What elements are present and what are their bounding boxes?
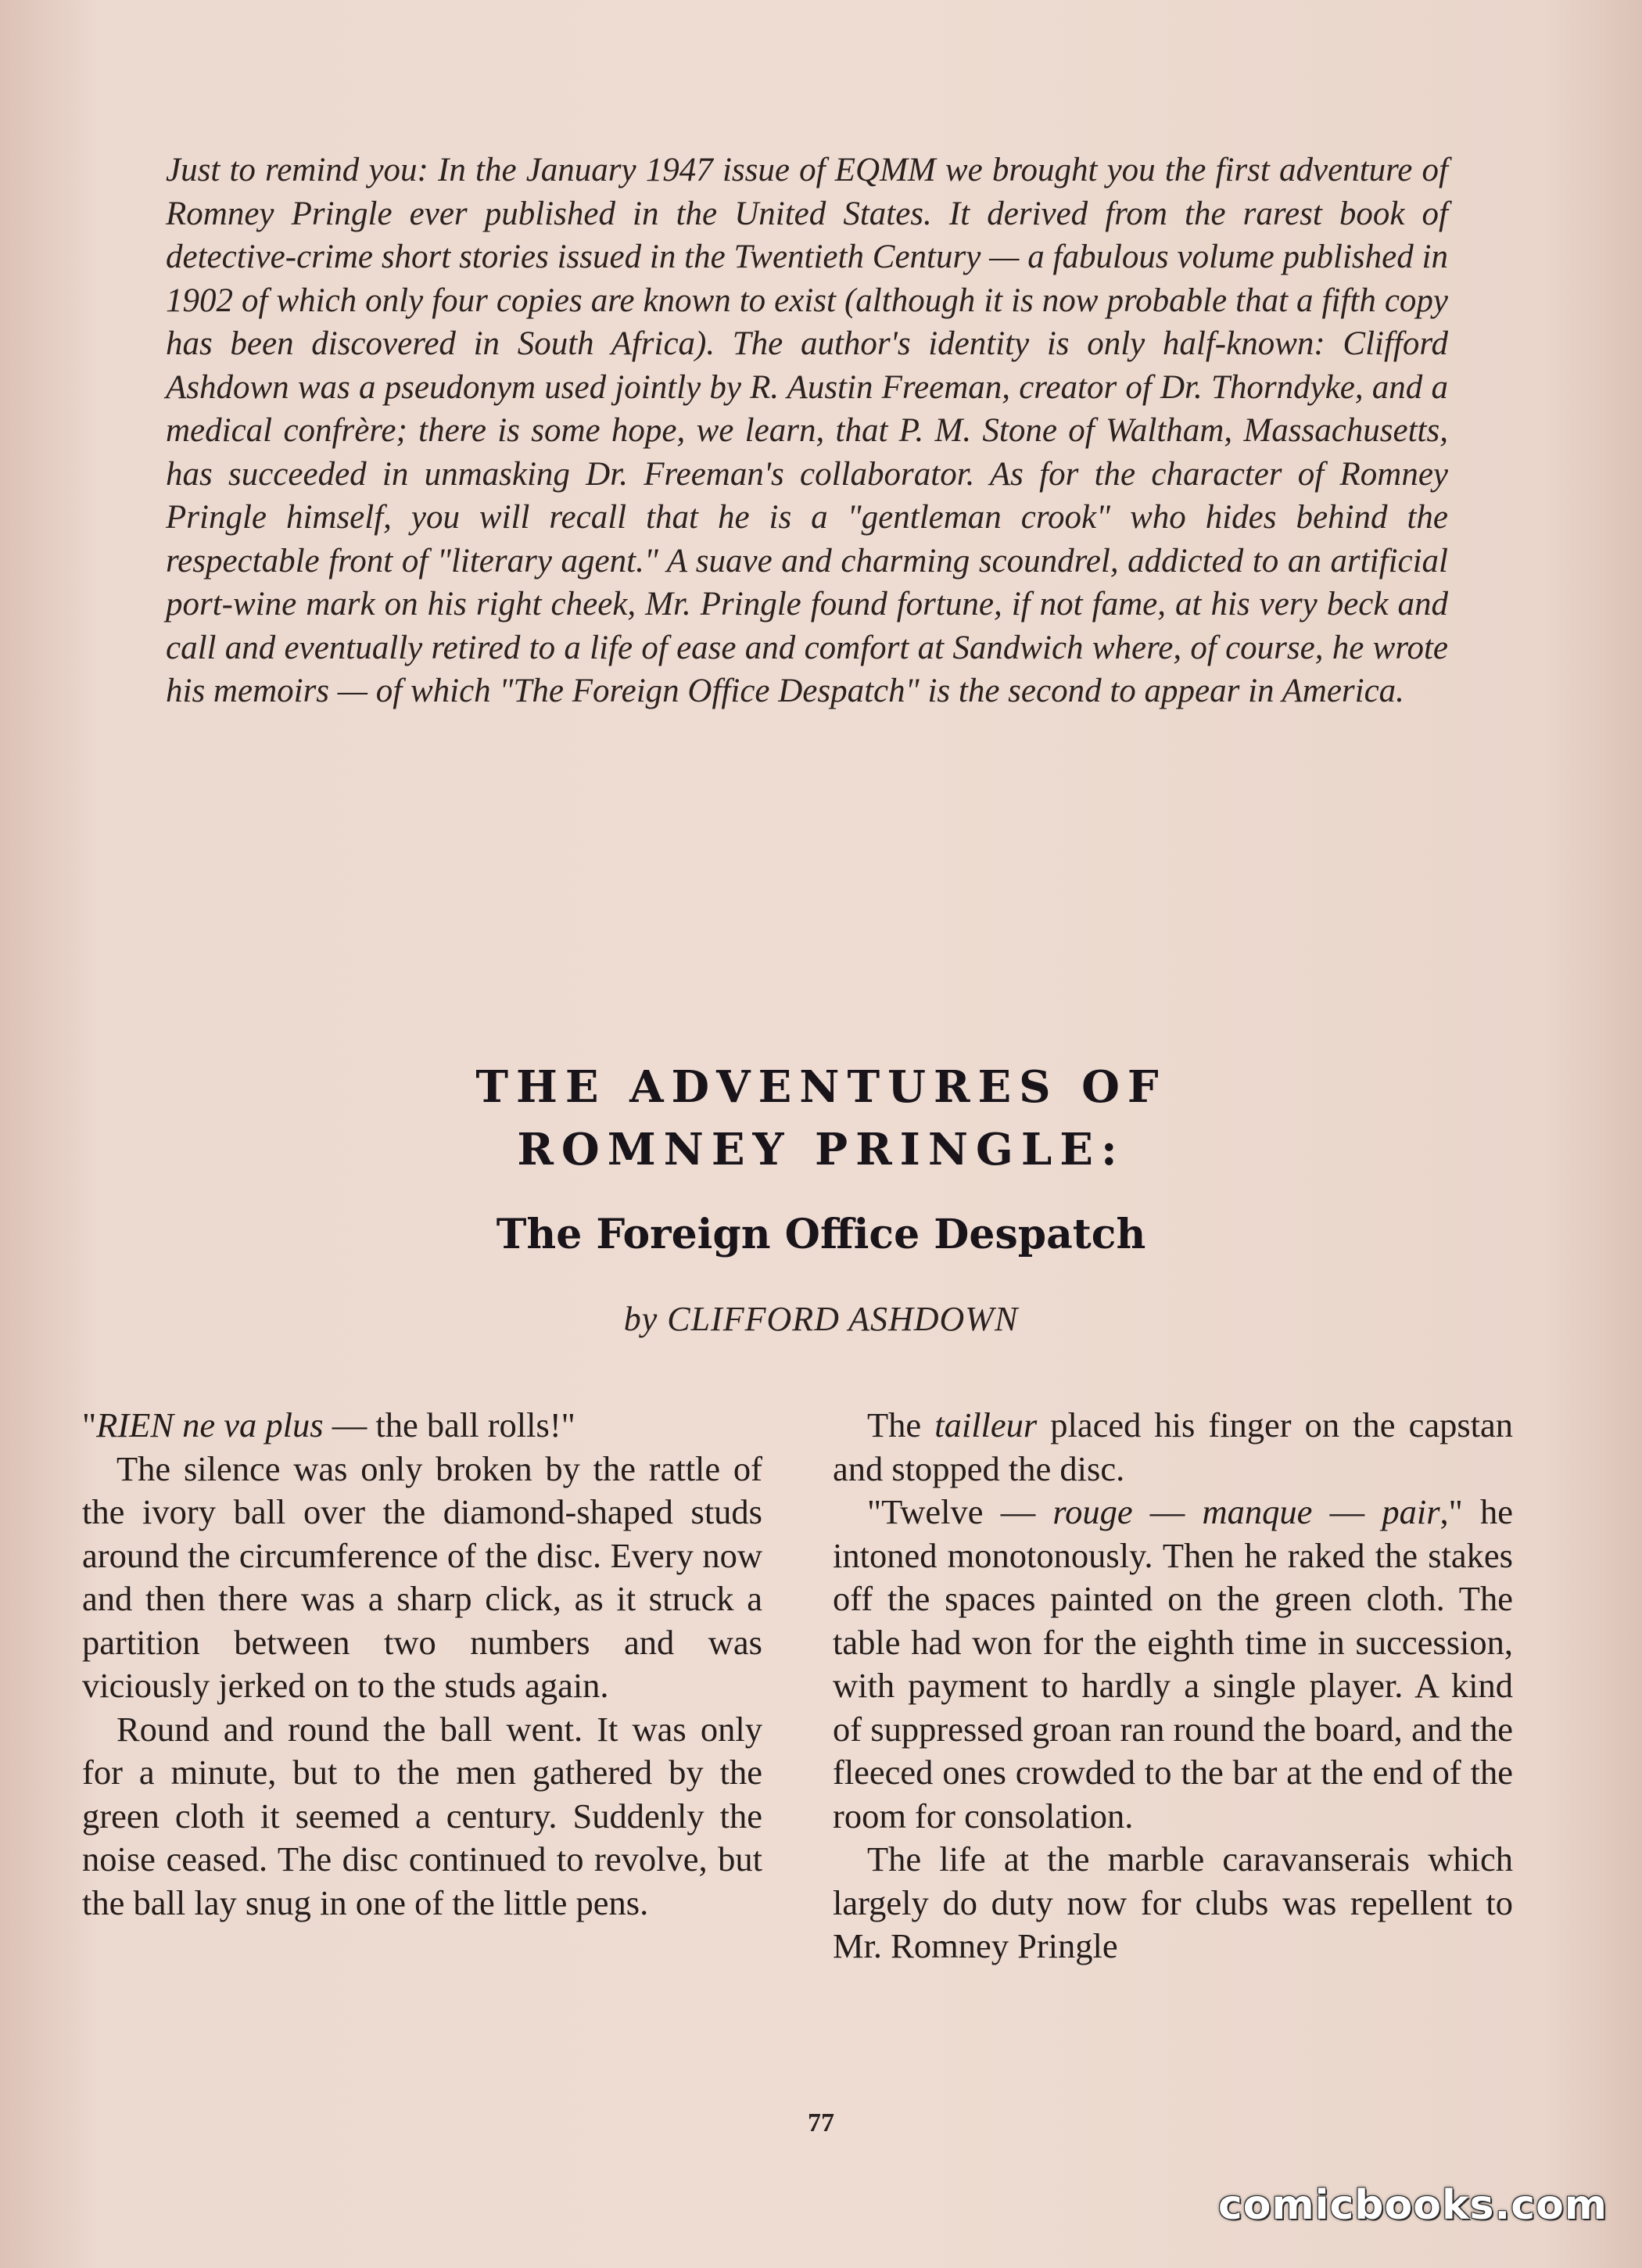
right-column xyxy=(833,1404,1513,1968)
right-paragraph-1 xyxy=(833,1404,1513,1491)
author-byline: by CLIFFORD ASHDOWN xyxy=(623,1300,1019,1338)
italic-phrase: RIEN ne va plus xyxy=(96,1405,324,1444)
paragraph-text: "Twelve — xyxy=(867,1492,1053,1531)
left-paragraph-1 xyxy=(82,1404,762,1448)
page-number: 77 xyxy=(808,2108,834,2137)
italic-word: manque xyxy=(1202,1492,1313,1531)
site-watermark: comicbooks.com xyxy=(1217,2182,1608,2229)
paragraph-text: — xyxy=(1312,1492,1382,1531)
paragraph-text: ," he intoned monotonously. Then he raked the stakes off the spaces painted on the green cloth. The table had won for the eighth time in succession, with payment to hardly a single player. A kind of suppressed groan ran round the board, and the fleeced ones crowded to the bar at the end of the room for consolation. xyxy=(833,1492,1514,1836)
editorial-introduction xyxy=(166,149,1448,713)
story-title-line-2: ROMNEY PRINGLE: xyxy=(517,1124,1125,1175)
right-paragraph-3: The life at the marble caravanserais which largely do duty now for clubs was repellent to Mr. Romney Pringle xyxy=(833,1839,1513,1965)
right-paragraph-2 xyxy=(833,1491,1513,1838)
left-column xyxy=(82,1404,762,1925)
intro-paragraph: Just to remind you: In the January 1947 issue of EQMM we brought you the first adventure of Romney Pringle ever published in the United States. It derived from the rarest book of detective-crime short stories issued in the Twentieth Century — a fabulous volume published in 1902 of which only four copies are known to exist (although it is now probable that a fifth copy has been discovered in South Africa). The author's identity is only half-known: Clifford Ashdown was a pseudonym used jointly by R. Austin Freeman, creator of Dr. Thorndyke, and a medical confrère; there is some hope, we learn, that P. M. Stone of Waltham, Massachusetts, has succeeded in unmasking Dr. Freeman's collaborator. As for the character of Romney Pringle himself, you will recall that he is a "gentleman crook" who hides behind the respectable front of "literary agent." A suave and charming scoundrel, addicted to an artificial port-wine mark on his right cheek, Mr. Pringle found fortune, if not fame, at his very beck and call and eventually retired to a life of ease and comfort at Sandwich where, of course, he wrote his memoirs — of which "The Foreign Office Despatch" is the second to appear in America. xyxy=(166,152,1448,709)
left-paragraph-3: Round and round the ball went. It was only for a minute, but to the men gathered by the green cloth it seemed a century. Suddenly the noise ceased. The disc continued to revolve, but the ball lay snug in one of the little pens. xyxy=(82,1709,762,1922)
story-title-line-1: THE ADVENTURES OF xyxy=(475,1061,1167,1113)
left-paragraph-2: The silence was only broken by the rattle of the ivory ball over the diamond-shaped studs around the circumference of the disc. Every now and then there was a sharp click, as it struck a partition between two numbers and was viciously jerked on to the studs again. xyxy=(82,1448,762,1705)
italic-word: rouge xyxy=(1052,1492,1133,1531)
paragraph-text: The xyxy=(867,1405,935,1444)
italic-word: pair xyxy=(1382,1492,1440,1531)
paragraph-text: — xyxy=(1132,1492,1203,1531)
story-subtitle: The Foreign Office Despatch xyxy=(496,1211,1146,1258)
italic-word: tailleur xyxy=(934,1405,1038,1444)
open-quote: " xyxy=(82,1405,97,1444)
story-title-block xyxy=(0,1056,1642,1339)
paragraph-text: placed his finger on the capstan and stopped the disc. xyxy=(833,1405,1513,1488)
paragraph-text: — the ball rolls!" xyxy=(323,1405,575,1444)
